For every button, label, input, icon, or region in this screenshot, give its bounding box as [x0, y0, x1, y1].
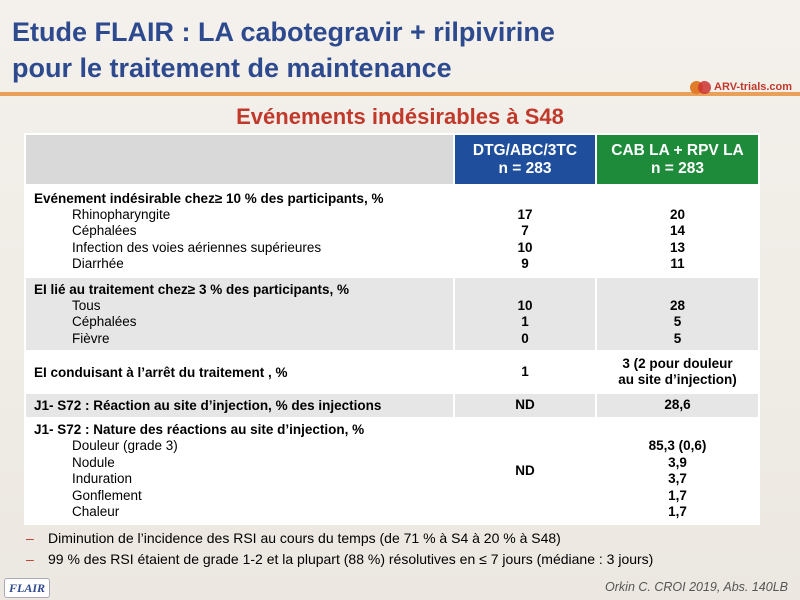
item-label: Douleur (grade 3)	[72, 438, 178, 453]
dtg-value-cell	[454, 351, 596, 393]
note-text: Diminution de l’incidence des RSI au cours du temps (de 71 % à S4 à 20 % à S48)	[48, 530, 561, 546]
section-heading: EI lié au traitement chez≥ 3 % des participants, %	[34, 281, 350, 297]
note-text: 99 % des RSI étaient de grade 1-2 et la plupart (88 %) résolutives en ≤ 7 jours (médiane : 3 jours)	[48, 551, 654, 567]
dash-bullet-icon: –	[26, 530, 34, 546]
value: 17	[517, 206, 533, 222]
notes-list	[26, 528, 796, 570]
value: 9	[521, 256, 529, 271]
value: 3,7	[668, 471, 687, 486]
row-label-cell	[25, 393, 454, 418]
row-label-cell	[25, 185, 454, 277]
title-line-1: Etude FLAIR : LA cabotegravir + rilpivirine	[12, 17, 555, 47]
list-item	[26, 528, 796, 549]
row-label-cell	[25, 351, 454, 393]
list-item	[26, 549, 796, 570]
value: ND	[515, 397, 535, 413]
cab-value-cell	[596, 418, 759, 524]
title-line-2: pour le traitement de maintenance	[12, 53, 452, 83]
slide-title	[12, 14, 652, 86]
value: 10	[517, 239, 533, 255]
value: 1,7	[668, 504, 687, 519]
item-label: Diarrhée	[72, 256, 124, 271]
value: ND	[515, 462, 535, 478]
value: 14	[669, 223, 686, 238]
table-row	[25, 277, 759, 351]
value: 5	[673, 330, 682, 346]
value: 3,9	[668, 454, 687, 470]
section-heading: EI conduisant à l’arrêt du traitement , %	[34, 364, 288, 380]
table-row	[25, 393, 759, 418]
section-heading: J1- S72 : Réaction au site d’injection, % des injections	[34, 398, 382, 413]
value: au site d’injection)	[618, 372, 737, 387]
value: 13	[669, 239, 686, 255]
value: 11	[670, 256, 685, 271]
item-label: Rhinopharyngite	[72, 206, 171, 222]
cab-arm-n: n = 283	[651, 159, 704, 177]
header-dtg-arm	[454, 134, 596, 185]
dtg-value-cell	[454, 277, 596, 351]
dtg-value-cell	[454, 393, 596, 418]
value: 3 (2 pour douleur	[622, 355, 733, 371]
cab-value-cell	[596, 185, 759, 277]
cab-arm-name: CAB LA + RPV LA	[611, 141, 744, 159]
section-heading: Evénement indésirable chez≥ 10 % des participants, %	[34, 190, 384, 206]
dtg-arm-name: DTG/ABC/3TC	[472, 141, 578, 159]
row-label-cell	[25, 418, 454, 524]
item-label: Induration	[72, 471, 133, 486]
cab-value-cell	[596, 351, 759, 393]
item-label: Céphalées	[72, 223, 137, 238]
item-label: Infection des voies aériennes supérieures	[72, 239, 322, 255]
value: 0	[521, 330, 529, 346]
value: 28,6	[664, 397, 691, 413]
dtg-value-cell	[454, 418, 596, 524]
item-label: Chaleur	[72, 504, 120, 519]
table-row	[25, 185, 759, 277]
header-cab-arm	[596, 134, 759, 185]
value: 10	[517, 297, 533, 313]
item-label: Nodule	[72, 454, 115, 470]
logo-text: ARV-trials.com	[714, 81, 793, 93]
adverse-events-table	[24, 133, 760, 525]
title-divider	[0, 92, 800, 96]
value: 20	[669, 206, 686, 222]
item-label: Gonflement	[72, 487, 142, 503]
study-tag: FLAIR	[4, 578, 50, 598]
citation: Orkin C. CROI 2019, Abs. 140LB	[605, 580, 788, 594]
cab-value-cell	[596, 277, 759, 351]
value: 7	[521, 223, 529, 238]
value: 1	[521, 314, 529, 330]
dtg-arm-n: n = 283	[498, 159, 552, 177]
slide-subtitle: Evénements indésirables à S48	[236, 104, 564, 129]
value: 28	[669, 297, 686, 313]
table-header-row	[25, 134, 759, 185]
cab-value-cell	[596, 393, 759, 418]
logo-mark-icon	[690, 79, 712, 95]
header-blank-cell	[25, 134, 454, 185]
item-label: Tous	[72, 297, 101, 313]
item-label: Fièvre	[72, 330, 110, 346]
item-label: Céphalées	[72, 314, 137, 330]
row-label-cell	[25, 277, 454, 351]
value: 5	[673, 314, 682, 330]
dash-bullet-icon: –	[26, 551, 34, 567]
value: 85,3 (0,6)	[648, 438, 707, 453]
value: 1,7	[668, 487, 687, 503]
section-heading: J1- S72 : Nature des réactions au site d’injection, %	[34, 422, 365, 437]
table-row	[25, 351, 759, 393]
table-row	[25, 418, 759, 524]
arv-trials-logo	[690, 77, 792, 97]
value: 1	[521, 363, 529, 379]
dtg-value-cell	[454, 185, 596, 277]
